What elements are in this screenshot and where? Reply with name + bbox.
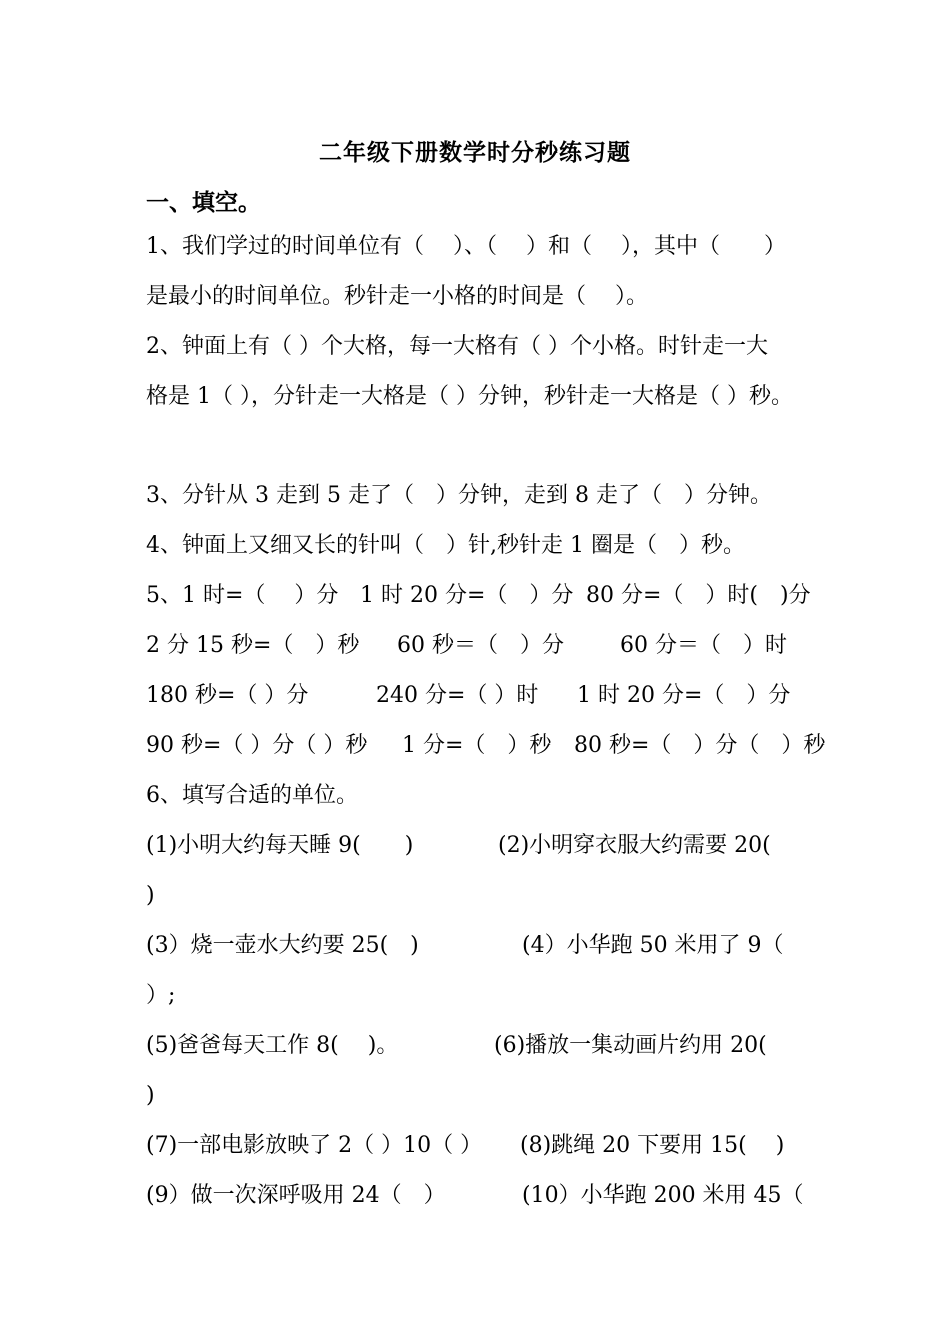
conversion-item: 240 分=（ ）时	[376, 683, 539, 708]
conversion-item: 60 分＝（ ）时	[620, 633, 787, 658]
conversion-item: 1 分=（ ）秒	[402, 733, 552, 758]
conversion-item: 180 秒=（ ）分	[146, 683, 309, 708]
conversion-item: 90 秒=（ ）分（ ）秒	[146, 733, 368, 758]
unit-item: (7)一部电影放映了 2（ ）10（ ）	[146, 1133, 483, 1158]
conversion-item: 1 时 20 分=（ ）分	[577, 683, 791, 708]
conversion-item: 1 时 20 分=（ ）分	[360, 583, 574, 608]
question-5-row-1	[146, 581, 826, 611]
question-1-line-1: 1、我们学过的时间单位有（ ）、（ ）和（ ），其中（ ）	[146, 234, 786, 259]
question-6-row-1	[146, 831, 826, 861]
question-6-heading: 6、填写合适的单位。	[146, 783, 358, 808]
conversion-item: 60 秒＝（ ）分	[397, 633, 564, 658]
unit-item: (2)小明穿衣服大约需要 20(	[498, 833, 771, 858]
conversion-item: 5、1 时=（ ）分	[146, 583, 339, 608]
page-title: 二年级下册数学时分秒练习题	[319, 139, 631, 166]
question-5-row-4	[146, 731, 826, 761]
question-3: 3、分针从 3 走到 5 走了（ ）分钟，走到 8 走了（ ）分钟。	[146, 483, 772, 508]
question-6-row-3	[146, 1031, 826, 1061]
conversion-item: 80 分=（ ）时( )分	[586, 583, 811, 608]
unit-item: (10）小华跑 200 米用 45（	[522, 1183, 804, 1208]
question-6-row-5	[146, 1181, 826, 1211]
unit-item: (8)跳绳 20 下要用 15( )	[520, 1133, 785, 1158]
question-1-line-2: 是最小的时间单位。秒针走一小格的时间是（ ）。	[146, 284, 648, 309]
question-5-row-2	[146, 631, 826, 661]
unit-item: (4）小华跑 50 米用了 9（	[522, 933, 784, 958]
question-5-row-3	[146, 681, 826, 711]
unit-item: (6)播放一集动画片约用 20(	[494, 1033, 767, 1058]
unit-item: (1)小明大约每天睡 9( )	[146, 833, 414, 858]
question-6-row-1-wrap: )	[146, 883, 155, 908]
question-4: 4、钟面上又细又长的针叫（ ）针,秒针走 1 圈是（ ）秒。	[146, 533, 745, 558]
conversion-item: 2 分 15 秒=（ ）秒	[146, 633, 360, 658]
unit-item: (9）做一次深呼吸用 24（ ）	[146, 1183, 446, 1208]
section-heading-fill-in: 一、填空。	[146, 189, 261, 216]
question-6-row-4	[146, 1131, 826, 1161]
question-6-row-2-wrap: ）;	[146, 983, 176, 1008]
conversion-item: 80 秒=（ ）分（ ）秒	[574, 733, 826, 758]
question-2-line-2: 格是 1（ ），分针走一大格是（ ）分钟，秒针走一大格是（ ）秒。	[146, 384, 793, 409]
question-6-row-2	[146, 931, 826, 961]
question-6-row-3-wrap: )	[146, 1083, 155, 1108]
question-2-line-1: 2、钟面上有（ ）个大格，每一大格有（ ）个小格。时针走一大	[146, 334, 768, 359]
unit-item: (5)爸爸每天工作 8( )。	[146, 1033, 399, 1058]
unit-item: (3）烧一壶水大约要 25( )	[146, 933, 419, 958]
